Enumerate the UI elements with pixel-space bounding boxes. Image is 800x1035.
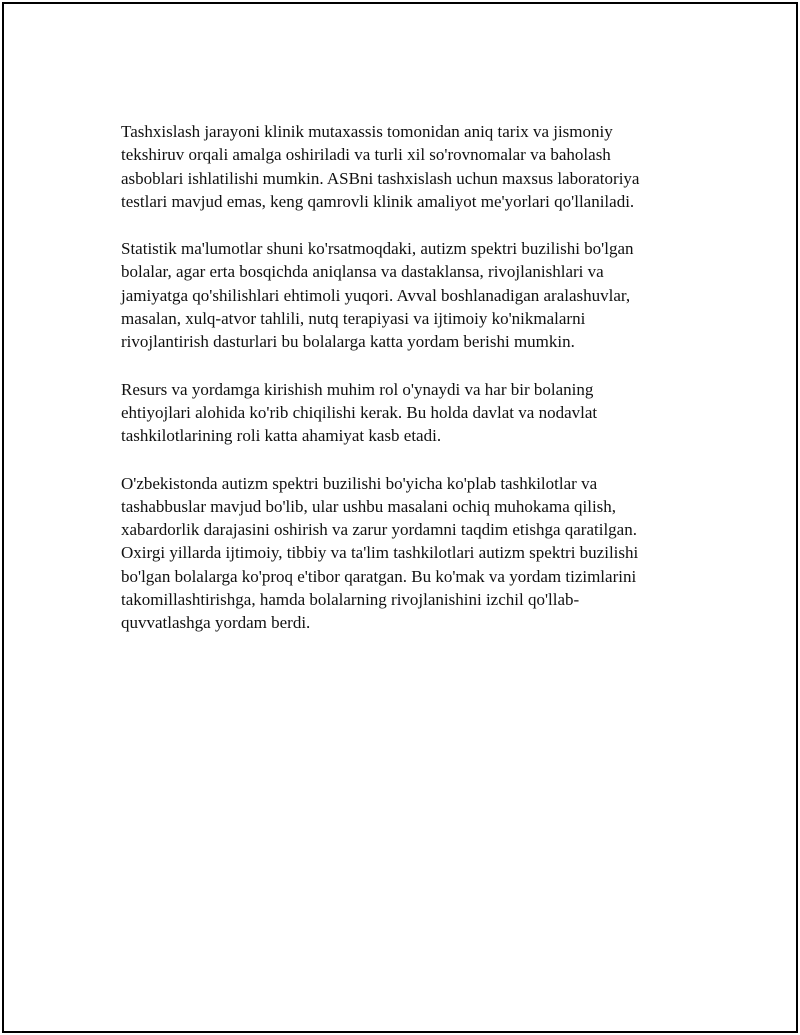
document-page: [2, 2, 798, 1033]
document-body: [121, 120, 693, 659]
paragraph-diagnosis: Tashxislash jarayoni klinik mutaxassis tomonidan aniq tarix va jismoniy tekshiruv orqali amalga oshiriladi va turli xil so'rovnomalar va baholash asboblari ishlatilishi mumkin. ASBni tashxislash uchun maxsus laboratoriya testlari mavjud emas, keng qamrovli klinik amaliyot me'yorlari qo'llaniladi.: [121, 122, 640, 211]
paragraph-uzbekistan: O'zbekistonda autizm spektri buzilishi bo'yicha ko'plab tashkilotlar va tashabbuslar mavjud bo'lib, ular ushbu masalani ochiq muhokama qilish, xabardorlik darajasini oshirish va zarur yordamni taqdim etishga qaratilgan. Oxirgi yillarda ijtimoiy, tibbiy va ta'lim tashkilotlari autizm spektri buzilishi bo'lgan bolalarga ko'proq e'tibor qaratgan. Bu ko'mak va yordam tizimlarini takomillashtirishga, hamda bolalarning rivojlanishini izchil qo'llab- quvvatlashga yordam berdi.: [121, 473, 639, 633]
paragraph-statistics: Statistik ma'lumotlar shuni ko'rsatmoqdaki, autizm spektri buzilishi bo'lgan bolalar, agar erta bosqichda aniqlansa va dastaklansa, rivojlanishlari va jamiyatga qo'shilishlari ehtimoli yuqori. Avval boshlanadigan aralashuvlar, masalan, xulq-atvor tahlili, nutq terapiyasi va ijtimoiy ko'nikmalarni rivojlantirish dasturlari bu bolalarga katta yordam berishi mumkin.: [121, 239, 634, 352]
paragraph-resources: Resurs va yordamga kirishish muhim rol o'ynaydi va har bir bolaning ehtiyojlari alohida ko'rib chiqilishi kerak. Bu holda davlat va nodavlat tashkilotlarining roli katta ahamiyat kasb etadi.: [121, 379, 598, 446]
